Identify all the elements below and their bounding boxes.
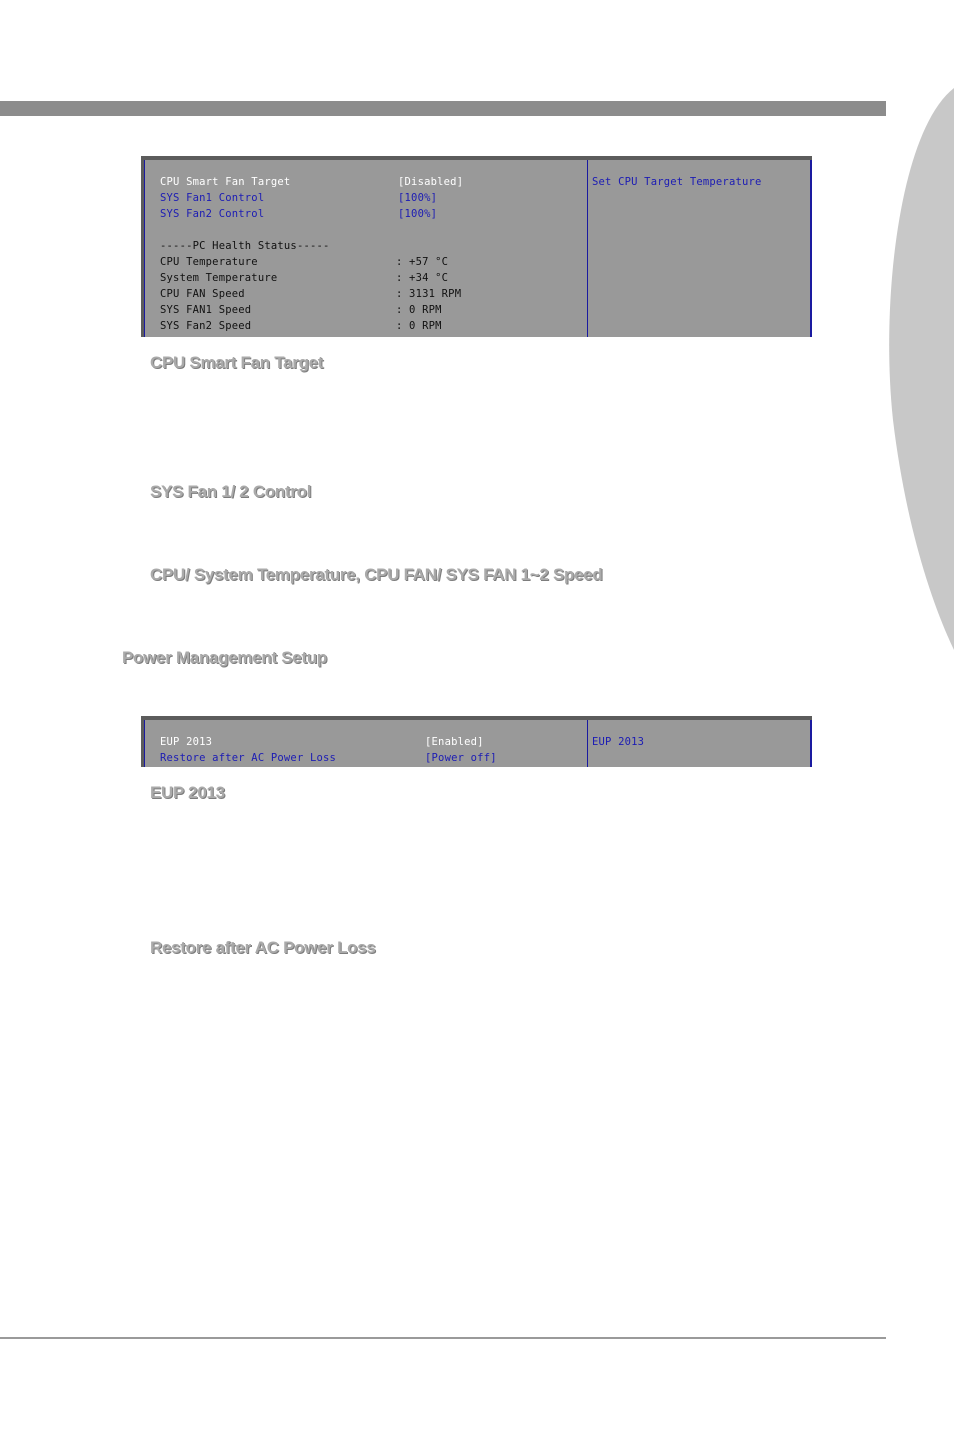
heading-eup-2013: EUP 2013 [150, 783, 225, 802]
bios-power-management-screen [141, 716, 812, 767]
heading-temperatures-and-speeds: CPU/ System Temperature, CPU FAN/ SYS FAN 1~2 Speed [150, 565, 603, 584]
bios-row-cpu-smart-fan-target[interactable] [160, 174, 464, 190]
header-bar [0, 101, 886, 116]
setting-label: SYS Fan2 Control [160, 208, 265, 220]
setting-value: [Power off] [425, 752, 497, 764]
bios-help-divider [587, 160, 588, 337]
reading-label: SYS Fan2 Speed [160, 320, 252, 332]
bios-help-divider [587, 720, 588, 767]
reading-label: CPU Temperature [160, 256, 258, 268]
health-status-title: -----PC Health Status----- [160, 240, 330, 252]
heading-cpu-smart-fan-target: CPU Smart Fan Target [150, 353, 324, 372]
heading-sys-fan-control: SYS Fan 1/ 2 Control [150, 482, 312, 501]
reading-cpu-fan-speed [160, 286, 462, 302]
setting-label: Restore after AC Power Loss [160, 752, 337, 764]
setting-value: [100%] [398, 192, 438, 204]
bios-row-eup-2013[interactable] [160, 734, 484, 750]
bios-row-restore-after-ac-power-loss[interactable] [160, 750, 497, 766]
bios-frame-right [810, 720, 812, 767]
heading-power-management-setup: Power Management Setup [122, 648, 327, 667]
setting-value: [Disabled] [398, 176, 464, 188]
footer-rule [0, 1337, 886, 1339]
bios-frame-left [144, 720, 145, 767]
reading-value: : 0 RPM [396, 304, 442, 316]
reading-value: : +57 °C [396, 256, 449, 268]
bios-help-text: EUP 2013 [592, 736, 645, 748]
setting-label: CPU Smart Fan Target [160, 176, 291, 188]
reading-label: System Temperature [160, 272, 278, 284]
reading-sys-fan1-speed [160, 302, 442, 318]
reading-value: : 0 RPM [396, 320, 442, 332]
setting-value: [100%] [398, 208, 438, 220]
bios-frame-left [144, 160, 145, 337]
bios-frame-right [810, 160, 812, 337]
heading-restore-after-ac-power-loss: Restore after AC Power Loss [150, 938, 376, 957]
bios-hardware-monitor-screen [141, 156, 812, 337]
bios-row-sys-fan2-control[interactable] [160, 206, 438, 222]
setting-label: SYS Fan1 Control [160, 192, 265, 204]
reading-value: : +34 °C [396, 272, 449, 284]
reading-sys-fan2-speed [160, 318, 442, 334]
reading-system-temperature [160, 270, 449, 286]
reading-label: CPU FAN Speed [160, 288, 245, 300]
setting-label: EUP 2013 [160, 736, 213, 748]
reading-label: SYS FAN1 Speed [160, 304, 252, 316]
setting-value: [Enabled] [425, 736, 484, 748]
reading-cpu-temperature [160, 254, 449, 270]
bios-help-text: Set CPU Target Temperature [592, 176, 762, 188]
bios-row-sys-fan1-control[interactable] [160, 190, 438, 206]
reading-value: : 3131 RPM [396, 288, 462, 300]
